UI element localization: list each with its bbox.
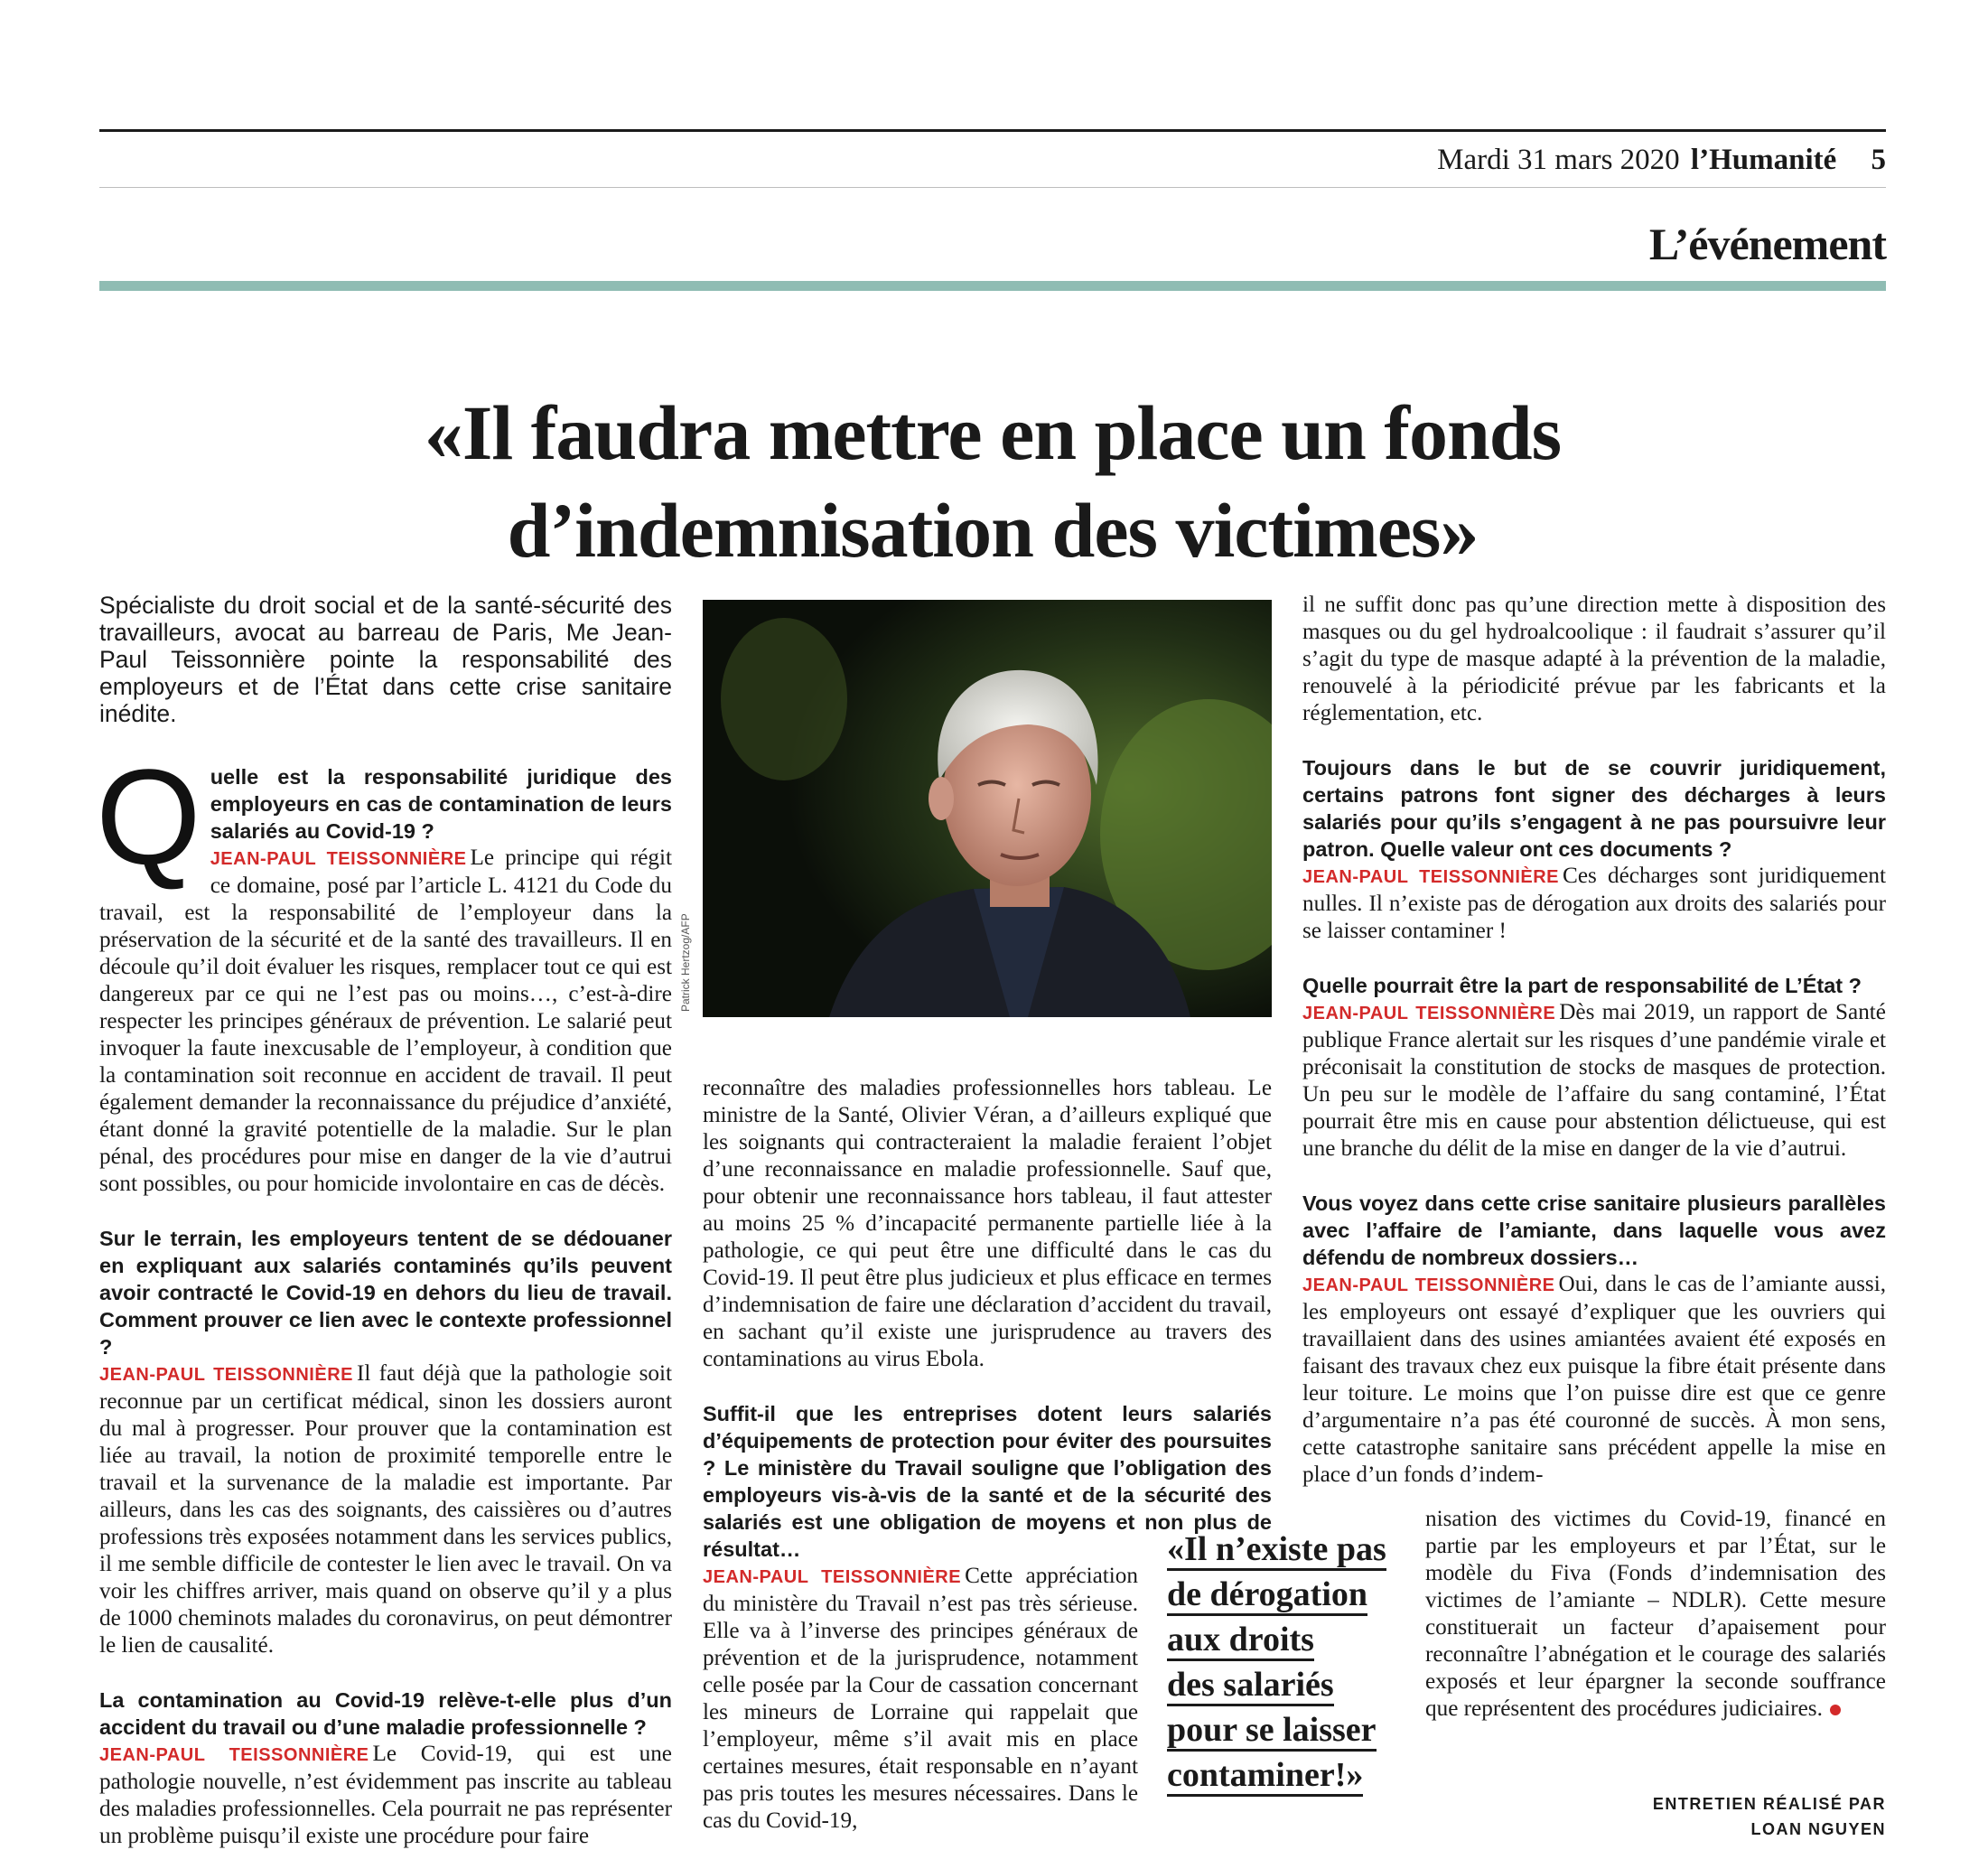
portrait-photo [703,600,1272,1017]
publication-name: l’Humanité [1690,144,1837,176]
pull-quote-line: pour se laisser [1167,1711,1377,1752]
question-3: La contamination au Covid-19 relève-t-elle plus d’un accident du travail ou d’une maladie professionnelle ? [99,1688,672,1739]
answer-2 [99,1360,672,1659]
section-teal-rule [99,281,1886,291]
answer-1 [99,845,672,1198]
question-4: Suffit-il que les entreprises dotent leurs salariés d’équipements de protection pour éviter des poursuites ? Le ministère du Travail souligne que l’obligation des employeurs vis-à-vis de la santé et de la sécurité des salariés est une obligation de moyens et non plus de résultat… [703,1402,1272,1561]
column-3-lower [1425,1506,1886,1723]
answer-2-text: Il faut déjà que la pathologie soit reconnue par un certificat médical, sinon les dossiers auront du mal à progresser. Pour prouver que la contamination est liée au travail, la notion de proximité temporelle entre le travail et la survenance de la maladie est importante. Par ailleurs, dans les cas des soignants, des caissières ou d’autres professions très exposées notamment dans les services publics, il me semble difficile de contester le lien avec le travail. On va voir les chiffres arriver, mais quand on observe qu’il y a plus de 1000 cheminots malades du coronavirus, on peut démontrer le lien de causalité. [99,1361,672,1658]
question-1-text: uelle est la responsabilité juridique des employeurs en cas de contamination de leurs salariés au Covid-19 ? [210,765,672,843]
answer-7-text-continued: nisation des victimes du Covid-19, financé en partie par les employeurs et par l’État, sur le modèle du Fiva (Fonds d’indemnisation des victimes de l’amiante – NDLR). Cette mesure constituerait un facteur d’apaisement pour reconnaître l’abnégation et le courage des salariés exposés et leur épargner la seconde souffrance que représentent des procédures judiciaires. [1425,1507,1886,1721]
drop-cap: Q [96,741,201,892]
speaker-label: JEAN-PAUL TEISSONNIÈRE [1302,867,1560,887]
pull-quote-line: «Il n’existe pas [1167,1530,1386,1571]
question-6: Quelle pourrait être la part de responsabilité de L’État ? [1302,974,1862,997]
pull-quote [1167,1527,1409,1798]
speaker-label: JEAN-PAUL TEISSONNIÈRE [703,1567,962,1587]
answer-4-continued: il ne suffit donc pas qu’une direction mette à disposition des masques ou du gel hydroalcoolique : il faudrait s’assurer qu’il s’agit du type de masque adapté à la prévention de la maladie, renouvelé à la périodicité prévue par les fabricants et la réglementation, etc. [1302,593,1886,725]
pull-quote-line: de dérogation [1167,1575,1367,1616]
page-number: 5 [1871,144,1886,176]
chapo: Spécialiste du droit social et de la santé-sécurité des travailleurs, avocat au barreau de Paris, Me Jean-Paul Teissonnière pointe la responsabilité des employeurs et de l’État dans cette crise sanitaire inédite. [99,592,672,727]
answer-3-text: Le Covid-19, qui est une pathologie nouvelle, n’est évidemment pas inscrite au tableau des maladies professionnelles. Cela pourrait ne pas représenter un problème puisqu’il existe une procédure pour faire [99,1742,672,1848]
speaker-label: JEAN-PAUL TEISSONNIÈRE [1302,1275,1555,1295]
answer-3-continued: reconnaître des maladies professionnelles hors tableau. Le ministre de la Santé, Olivier Véran, a d’ailleurs expliqué que les soignants qui contracteraient la maladie feraient l’objet d’une reconnaissance en maladie professionnelle. Sauf que, pour obtenir une reconnaissance hors tableau, il faut attester au moins 25 % d’incapacité permanente partielle liée à la pathologie, ce qui peut être une difficulté dans le cas du Covid-19. Il peut être plus judicieux et plus efficace en termes d’indemnisation de faire une déclaration d’accident du travail, en sachant qu’il existe une jurisprudence au travers des contaminations au virus Ebola. [703,1076,1272,1371]
question-2: Sur le terrain, les employeurs tentent de se dédouaner en expliquant aux salariés contaminés qu’ils peuvent avoir contracté le Covid-19 en dehors du lieu de travail. Comment prouver ce lien avec le contexte professionnel ? [99,1227,672,1359]
column-1 [96,592,672,1850]
question-7: Vous voyez dans cette crise sanitaire plusieurs parallèles avec l’affaire de l’amiante, dans laquelle vous avez défendu de nombreux dossiers… [1302,1191,1886,1269]
headline-line-2: d’indemnisation des victimes» [507,487,1479,574]
answer-7-continued [1425,1506,1886,1723]
section-rubric: L’événement [1648,219,1886,269]
photo-credit: Patrick Hertzog/AFP [679,913,692,1012]
answer-7 [1302,1271,1886,1489]
pull-quote-line: aux droits [1167,1621,1314,1661]
speaker-label: JEAN-PAUL TEISSONNIÈRE [1302,1004,1556,1023]
speaker-label: JEAN-PAUL TEISSONNIÈRE [210,849,467,869]
end-mark-icon [1830,1705,1841,1715]
answer-4 [703,1563,1138,1835]
pull-quote-line: des salariés [1167,1666,1334,1706]
question-5: Toujours dans le but de se couvrir juridiquement, certains patrons font signer des décharges à leurs salariés pour qu’ils s’engagent à ne pas poursuivre leur patron. Quelle valeur ont ces documents ? [1302,756,1886,861]
speaker-label: JEAN-PAUL TEISSONNIÈRE [99,1365,353,1385]
answer-4-text: Cette appréciation du ministère du Travail n’est pas très sérieuse. Elle va à l’inverse des principes généraux de prévention et de la jurisprudence, notamment celle posée par la Cour de cassation concernant les mineurs de Lorraine qui rappelait que l’employeur, même s’il avait mis en place certaines mesures, était responsable en n’ayant pas pris toutes les mesures nécessaires. Dans le cas du Covid-19, [703,1564,1138,1833]
byline [1653,1791,1886,1842]
answer-7-text: Oui, dans le cas de l’amiante aussi, les employeurs ont essayé d’expliquer que les ouvriers qui travaillaient dans des usines amiantées avaient été exposés en faisant des travaux chez eux puisque la fibre était présente dans leur toiture. Le moins que l’on puisse dire est que ce genre d’argumentaire n’a pas été couronné de succès. À mon sens, cette catastrophe sanitaire sans précédent appelle la mise en place d’un fonds d’indem- [1302,1272,1886,1487]
byline-credit: ENTRETIEN RÉALISÉ PAR [1652,1795,1886,1813]
answer-5 [1302,863,1886,945]
headline-line-1: «Il faudra mettre en place un fonds [424,389,1562,476]
answer-6 [1302,999,1886,1163]
pull-quote-line: contaminer!» [1167,1756,1363,1797]
header-thin-rule [99,187,1886,188]
answer-6-text: Dès mai 2019, un rapport de Santé publique France alertait sur les risques d’une pandémie virale et préconisait la constitution de stocks de masques de protection. Un peu sur le modèle de l’affaire du sang contaminé, l’État pourrait être mis en cause pour abstention délictueuse, qui est une branche du délit de la mise en danger de la vie d’autrui. [1302,1000,1886,1161]
portrait-illustration [703,600,1272,1017]
speaker-label: JEAN-PAUL TEISSONNIÈRE [99,1745,369,1765]
column-3 [1302,592,1886,1489]
header-top-rule [99,129,1886,132]
issue-date: Mardi 31 mars 2020 [1437,144,1680,176]
headline [99,384,1886,579]
folio [1437,142,1886,178]
byline-author: LOAN NGUYEN [1750,1820,1886,1838]
answer-3 [99,1741,672,1850]
answer-1-text: Le principe qui régit ce domaine, posé par l’article L. 4121 du Code du travail, est la responsabilité de l’employeur dans la préservation de la sécurité et de la santé des travailleurs. Il en découle qu’il doit évaluer les risques, remplacer tout ce qui est dangereux par ce qui ne l’est pas ou moins…, c’est-à-dire respecter les principes généraux de prévention. Le salarié peut invoquer la faute inexcusable de l’employeur, à condition que la contamination soit reconnue en accident de travail. Il peut également demander la reconnaissance du préjudice d’anxiété, étant donné la gravité potentielle de la maladie. Sur le plan pénal, des procédures pour mise en danger de la vie d’autrui sont possibles, ou pour homicide involontaire en cas de décès. [99,846,672,1196]
answer-5-text: Ces décharges sont juridiquement nulles. Il n’existe pas de dérogation aux droits des salariés pour se laisser contaminer ! [1302,864,1886,943]
